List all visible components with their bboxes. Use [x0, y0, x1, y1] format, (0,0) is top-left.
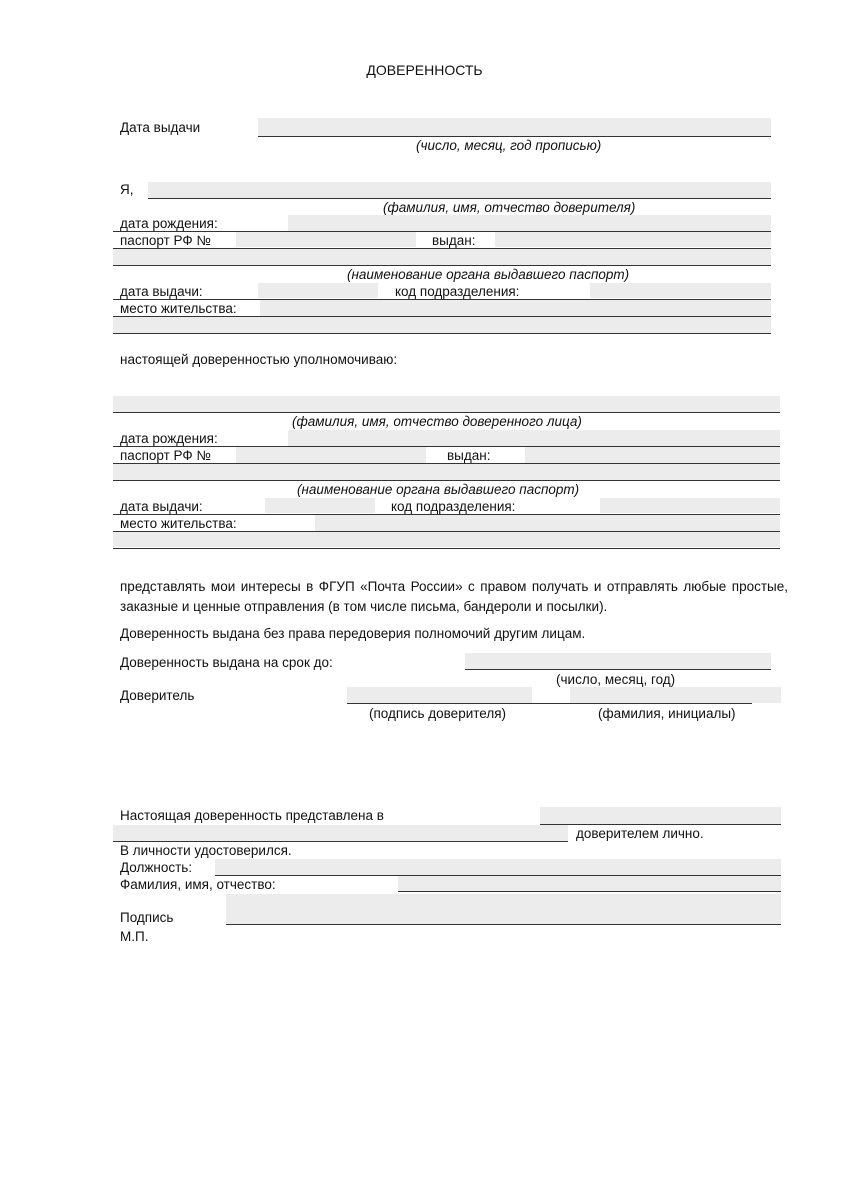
signer-signature-hint: (подпись доверителя) [369, 706, 507, 721]
no-subdelegation-text: Доверенность выдана без права передоверия полномочий другим лицам. [120, 626, 586, 641]
term-date-field[interactable] [465, 653, 771, 669]
fullname-field[interactable] [398, 876, 781, 891]
principal-passport-label: паспорт РФ № [120, 233, 211, 248]
powers-text: представлять мои интересы в ФГУП «Почта России» с правом получать и отправлять любые простые, заказные и ценные отправления (в том числе письма, бандероли и посылки). [120, 579, 788, 614]
principal-name-field[interactable] [148, 182, 771, 198]
term-date-line [465, 669, 771, 670]
principal-issue-date-label: дата выдачи: [120, 284, 203, 299]
presented-label: Настоящая доверенность представлена в [120, 808, 384, 823]
agent-passport-field[interactable] [236, 447, 426, 463]
agent-authority-field[interactable] [113, 464, 780, 480]
position-field[interactable] [215, 859, 781, 875]
fullname-label: Фамилия, имя, отчество: [120, 877, 276, 892]
issue-date-hint: (число, месяц, год прописью) [416, 138, 602, 153]
signer-signature-field[interactable] [347, 687, 532, 703]
agent-name-hint: (фамилия, имя, отчество доверенного лица) [292, 414, 582, 429]
principal-subdivision-field[interactable] [590, 283, 771, 298]
agent-birth-field[interactable] [288, 430, 780, 446]
signature-field[interactable] [226, 894, 781, 924]
principal-residence-label: место жительства: [120, 301, 237, 316]
identity-label: В личности удостоверился. [120, 843, 292, 858]
issue-date-field[interactable] [258, 118, 771, 136]
position-label: Должность: [120, 860, 193, 875]
principal-residence-line-2 [113, 333, 771, 334]
fullname-line [398, 891, 781, 892]
page-title: ДОВЕРЕННОСТЬ [366, 62, 483, 78]
principal-name-line [148, 198, 771, 199]
principal-residence-field[interactable] [260, 300, 771, 316]
presented-field-2[interactable] [113, 825, 568, 841]
agent-birth-label: дата рождения: [120, 431, 218, 446]
presented-line [540, 824, 781, 825]
principal-passport-field[interactable] [236, 232, 416, 247]
principal-issued-by-field[interactable] [495, 232, 771, 247]
agent-issued-by-label: выдан: [447, 448, 491, 463]
agent-residence-field[interactable] [315, 515, 780, 531]
principal-issue-date-field[interactable] [258, 283, 378, 298]
signer-line [347, 703, 752, 704]
principal-residence-field-2[interactable] [113, 317, 771, 333]
agent-issue-date-label: дата выдачи: [120, 499, 203, 514]
principal-authority-line [113, 265, 771, 266]
agent-name-field[interactable] [113, 396, 780, 412]
issue-date-label: Дата выдачи [120, 120, 201, 135]
term-label: Доверенность выдана на срок до: [120, 655, 333, 670]
principal-birth-field[interactable] [288, 215, 771, 231]
principal-authority-hint: (наименование органа выдавшего паспорт) [347, 267, 630, 282]
agent-authority-line [113, 480, 780, 481]
principal-authority-field[interactable] [113, 249, 771, 265]
principal-name-hint: (фамилия, имя, отчество доверителя) [383, 200, 636, 215]
signature-line [226, 924, 781, 925]
agent-authority-hint: (наименование органа выдавшего паспорт) [297, 482, 580, 497]
principal-subdivision-label: код подразделения: [395, 284, 520, 299]
presented-line-2 [113, 841, 568, 842]
agent-subdivision-field[interactable] [600, 498, 780, 513]
agent-residence-label: место жительства: [120, 516, 237, 531]
authorize-text: настоящей доверенностью уполномочиваю: [120, 352, 398, 367]
agent-residence-line-2 [113, 548, 780, 549]
agent-issued-by-field[interactable] [525, 447, 780, 463]
agent-residence-field-2[interactable] [113, 532, 780, 547]
signature-label: Подпись [120, 910, 174, 925]
agent-name-line [113, 412, 780, 413]
principal-intro: Я, [120, 182, 134, 197]
principal-issued-by-label: выдан: [432, 233, 476, 248]
signer-name-hint: (фамилия, инициалы) [598, 706, 736, 721]
term-hint: (число, месяц, год) [556, 672, 676, 687]
stamp-label: М.П. [120, 929, 149, 944]
in-person-label: доверителем лично. [576, 826, 704, 841]
issue-date-line [258, 136, 771, 137]
agent-subdivision-label: код подразделения: [391, 499, 516, 514]
agent-passport-label: паспорт РФ № [120, 448, 211, 463]
agent-issue-date-field[interactable] [265, 498, 375, 513]
principal-birth-label: дата рождения: [120, 216, 218, 231]
signer-label: Доверитель [120, 688, 195, 703]
signer-name-field[interactable] [570, 687, 781, 703]
presented-field[interactable] [540, 807, 781, 824]
